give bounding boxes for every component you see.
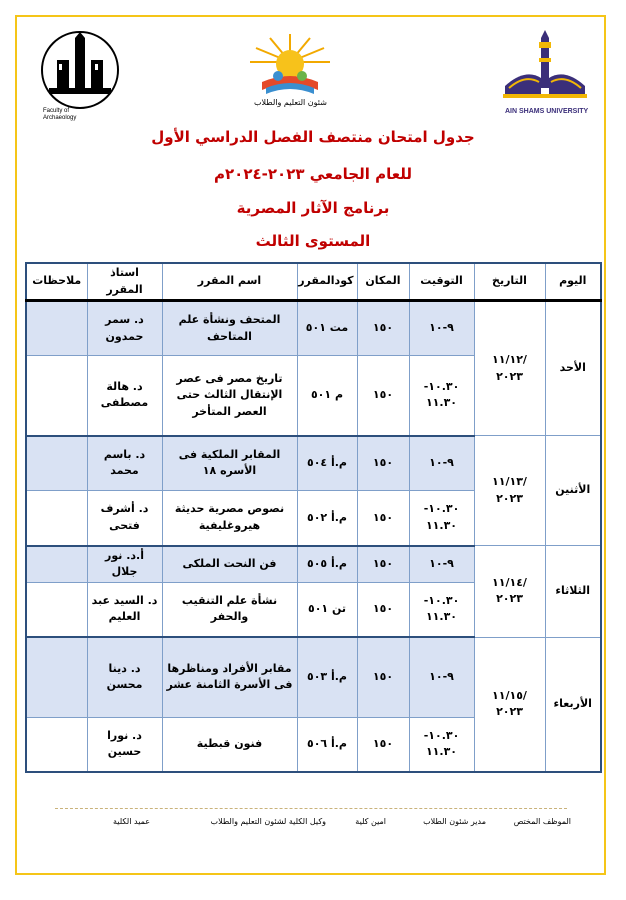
place-cell: ١٥٠ <box>357 491 409 546</box>
place-cell: ١٥٠ <box>357 546 409 583</box>
code-cell: مت ٥٠١ <box>297 301 357 356</box>
exam-schedule-title: جدول امتحان منتصف الفصل الدراسي الأول <box>151 128 475 146</box>
signature-faculty-secretary: امين كلية <box>355 817 386 826</box>
date-cell <box>474 637 545 772</box>
time-start: ١٠.٣٠- <box>423 379 460 393</box>
code-cell: م.أ ٥٠٢ <box>297 491 357 546</box>
time-cell <box>409 637 474 717</box>
signature-dean: عميد الكلية <box>113 817 150 826</box>
day-cell: الأربعاء <box>545 637 601 772</box>
notes-cell <box>26 717 87 772</box>
footer-divider <box>55 808 567 809</box>
student-affairs-caption: شئون التعليم والطلاب <box>254 98 327 107</box>
sun-book-icon <box>240 32 340 100</box>
course-cell: نصوص مصرية حديثة هيروغليفية <box>162 491 297 546</box>
header-course: اسم المقرر <box>162 263 297 301</box>
signature-student-affairs-director: مدير شئون الطلاب <box>423 817 486 826</box>
date-year: ٢٠٢٣ <box>496 705 523 719</box>
code-cell: م.أ ٥٠٦ <box>297 717 357 772</box>
place-cell: ١٥٠ <box>357 356 409 436</box>
header-code: كودالمقرر <box>297 263 357 301</box>
code-cell: م.أ ٥٠٤ <box>297 436 357 491</box>
date-cell <box>474 436 545 546</box>
code-cell: م.أ ٥٠٥ <box>297 546 357 583</box>
time-start: ٩-١٠ <box>429 456 454 469</box>
time-end: ١١.٣٠ <box>425 610 458 624</box>
student-affairs-logo <box>240 32 340 112</box>
header-date: التاريخ <box>474 263 545 301</box>
program-title: برنامج الآثار المصرية <box>236 199 390 217</box>
notes-cell <box>26 546 87 583</box>
professor-cell: د. دينا محسن <box>87 637 162 717</box>
place-cell: ١٥٠ <box>357 582 409 637</box>
course-cell: مقابر الأفراد ومناظرها فى الأسرة الثامنة عشر <box>162 637 297 717</box>
notes-cell <box>26 582 87 637</box>
time-cell <box>409 717 474 772</box>
date-cell <box>474 546 545 638</box>
time-start: ١٠.٣٠- <box>423 593 460 607</box>
time-start: ٩-١٠ <box>429 670 454 683</box>
professor-cell: د. باسم محمد <box>87 436 162 491</box>
notes-cell <box>26 637 87 717</box>
notes-cell <box>26 491 87 546</box>
date-year: ٢٠٢٣ <box>496 369 523 383</box>
course-cell: فنون قبطية <box>162 717 297 772</box>
time-start: ٩-١٠ <box>429 321 454 335</box>
professor-cell: د. سمر حمدون <box>87 301 162 356</box>
professor-cell: د. هالة مصطفى <box>87 356 162 436</box>
signature-vice-dean: وكيل الكلية لشئون التعليم والطلاب <box>210 817 326 826</box>
date-line: /١١/١٣ <box>492 475 527 488</box>
table-header-row <box>26 263 601 301</box>
time-end: ١١.٣٠ <box>425 396 458 410</box>
time-cell <box>409 546 474 583</box>
professor-cell: أ.د. نور جلال <box>87 546 162 583</box>
date-line: /١١/١٥ <box>492 688 527 702</box>
table-row <box>26 436 601 491</box>
code-cell: م ٥٠١ <box>297 356 357 436</box>
professor-cell: د. نورا حسين <box>87 717 162 772</box>
header-place: المكان <box>357 263 409 301</box>
time-cell <box>409 356 474 436</box>
faculty-logo <box>35 30 125 122</box>
date-year: ٢٠٢٣ <box>496 592 523 606</box>
time-cell <box>409 491 474 546</box>
exam-schedule-table <box>25 262 602 773</box>
time-cell <box>409 436 474 491</box>
header-day: اليوم <box>545 263 601 301</box>
date-line: /١١/١٢ <box>492 353 527 366</box>
course-cell: المتحف ونشأة علم المتاحف <box>162 301 297 356</box>
academic-year-title: للعام الجامعي ٢٠٢٣-٢٠٢٤م <box>214 165 412 183</box>
day-cell: الثلاثاء <box>545 546 601 638</box>
notes-cell <box>26 436 87 491</box>
date-line: /١١/١٤ <box>492 575 527 589</box>
date-cell <box>474 301 545 436</box>
place-cell: ١٥٠ <box>357 717 409 772</box>
time-start: ١٠.٣٠- <box>423 728 460 742</box>
table-row <box>26 637 601 717</box>
header-professor: استاذ المقرر <box>87 263 162 301</box>
faculty-caption-2: Archaeology <box>43 115 77 121</box>
time-end: ١١.٣٠ <box>425 745 458 759</box>
code-cell: م.أ ٥٠٣ <box>297 637 357 717</box>
signature-employee: الموظف المختص <box>513 817 571 826</box>
time-cell <box>409 582 474 637</box>
date-year: ٢٠٢٣ <box>496 491 523 505</box>
header-notes: ملاحظات <box>26 263 87 301</box>
level-title: المستوى الثالث <box>255 232 371 250</box>
place-cell: ١٥٠ <box>357 301 409 356</box>
course-cell: المقابر الملكية فى الأسره ١٨ <box>162 436 297 491</box>
place-cell: ١٥٠ <box>357 637 409 717</box>
university-caption: AIN SHAMS UNIVERSITY <box>505 108 589 115</box>
day-cell: الأثنين <box>545 436 601 546</box>
course-cell: تاريخ مصر فى عصر الإنتقال الثالث حتى العصر المتأخر <box>162 356 297 436</box>
place-cell: ١٥٠ <box>357 436 409 491</box>
time-start: ٩-١٠ <box>429 556 454 570</box>
time-cell <box>409 301 474 356</box>
notes-cell <box>26 301 87 356</box>
header-time: التوقيت <box>409 263 474 301</box>
course-cell: فن النحت الملكى <box>162 546 297 583</box>
time-start: ١٠.٣٠- <box>423 502 460 516</box>
faculty-caption-1: Faculty of <box>43 108 70 114</box>
faculty-logo-icon <box>35 30 125 110</box>
time-end: ١١.٣٠ <box>425 518 458 532</box>
university-logo <box>495 28 595 120</box>
day-cell: الأحد <box>545 301 601 436</box>
code-cell: تن ٥٠١ <box>297 582 357 637</box>
notes-cell <box>26 356 87 436</box>
university-crest-icon <box>495 28 595 110</box>
table-row <box>26 301 601 356</box>
course-cell: نشأة علم التنقيب والحفر <box>162 582 297 637</box>
professor-cell: د. أشرف فتحى <box>87 491 162 546</box>
professor-cell: د. السيد عبد العليم <box>87 582 162 637</box>
table-row <box>26 546 601 583</box>
